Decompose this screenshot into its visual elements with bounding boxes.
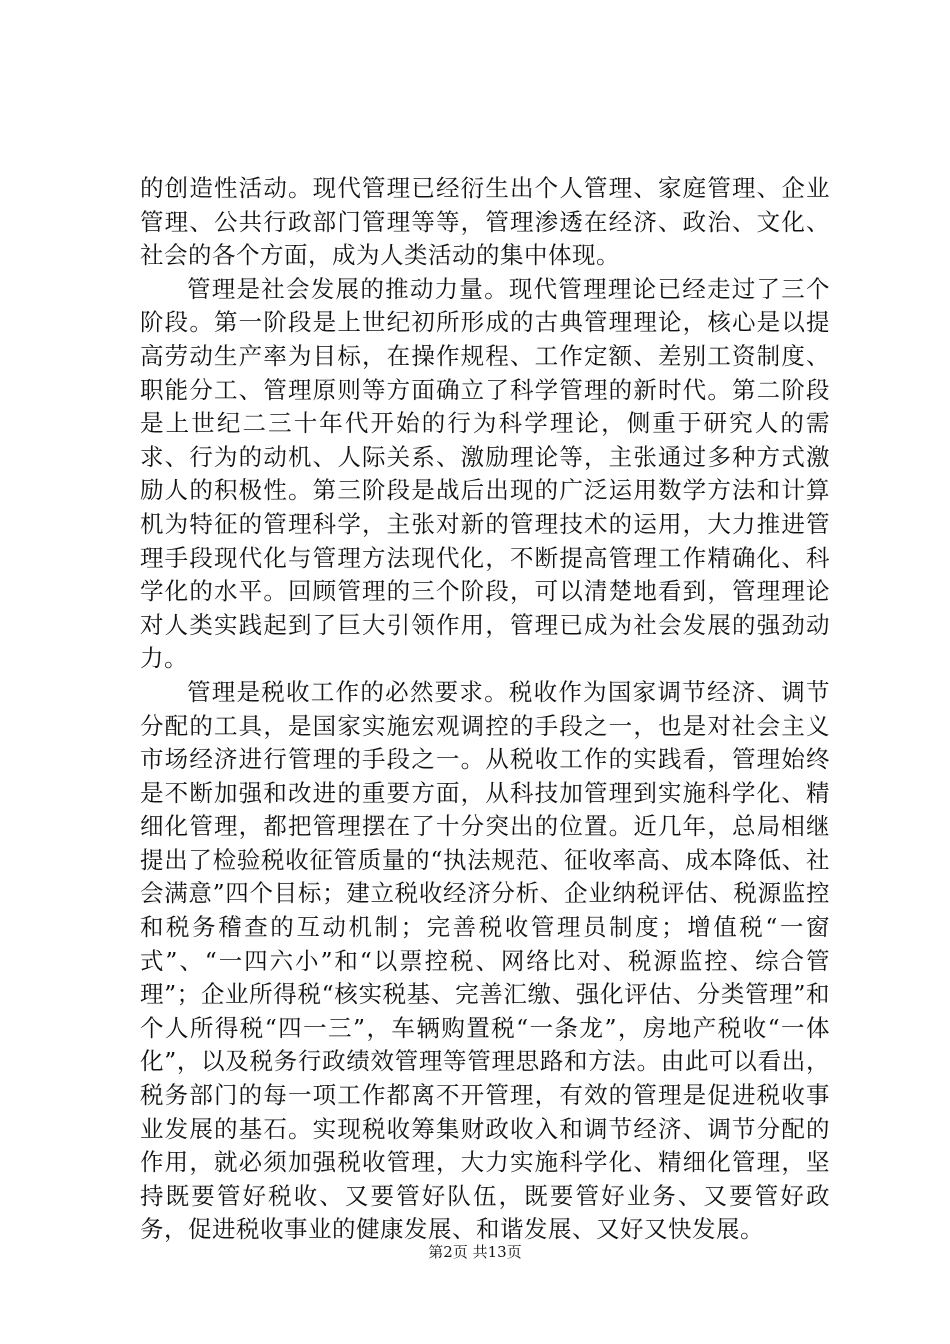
paragraph-continuation: 的创造性活动。现代管理已经衍生出个人管理、家庭管理、企业管理、公共行政部门管理等等，管理渗透在经济、政治、文化、社会的各个方面，成为人类活动的集中体现。 <box>140 174 830 270</box>
document-body <box>140 172 830 1247</box>
page-number-footer: 第2页 共13页 <box>428 1243 522 1261</box>
paragraph-management-tax-work: 管理是税收工作的必然要求。税收作为国家调节经济、调节分配的工具，是国家实施宏观调控的手段之一，也是对社会主义市场经济进行管理的手段之一。从税收工作的实践看，管理始终是不断加强和改进的重要方面，从科技加管理到实施科学化、精细化管理，都把管理摆在了十分突出的位置。近几年，总局相继提出了检验税收征管质量的“执法规范、征收率高、成本降低、社会满意”四个目标；建立税收经济分析、企业纳税评估、税源监控和税务稽查的互动机制；完善税收管理员制度；增值税“一窗式”、“一四六小”和“以票控税、网络比对、税源监控、综合管理”；企业所得税“核实税基、完善汇缴、强化评估、分类管理”和个人所得税“四一三”，车辆购置税“一条龙”，房地产税收“一体化”，以及税务行政绩效管理等管理思路和方法。由此可以看出，税务部门的每一项工作都离不开管理，有效的管理是促进税收事业发展的基石。实现税收筹集财政收入和调节经济、调节分配的作用，就必须加强税收管理，大力实施科学化、精细化管理，坚持既要管好税收、又要管好队伍，既要管好业务、又要管好政务，促进税收事业的健康发展、和谐发展、又好又快发展。 <box>140 677 830 1244</box>
paragraph-management-social-development: 管理是社会发展的推动力量。现代管理理论已经走过了三个阶段。第一阶段是上世纪初所形成的古典管理理论，核心是以提高劳动生产率为目标，在操作规程、工作定额、差别工资制度、职能分工、管理原则等方面确立了科学管理的新时代。第二阶段是上世纪二三十年代开始的行为科学理论，侧重于研究人的需求、行为的动机、人际关系、激励理论等，主张通过多种方式激励人的积极性。第三阶段是战后出现的广泛运用数学方法和计算机为特征的管理科学，主张对新的管理技术的运用，大力推进管理手段现代化与管理方法现代化，不断提高管理工作精确化、科学化的水平。回顾管理的三个阶段，可以清楚地看到，管理理论对人类实践起到了巨大引领作用，管理已成为社会发展的强劲动力。 <box>140 274 830 673</box>
